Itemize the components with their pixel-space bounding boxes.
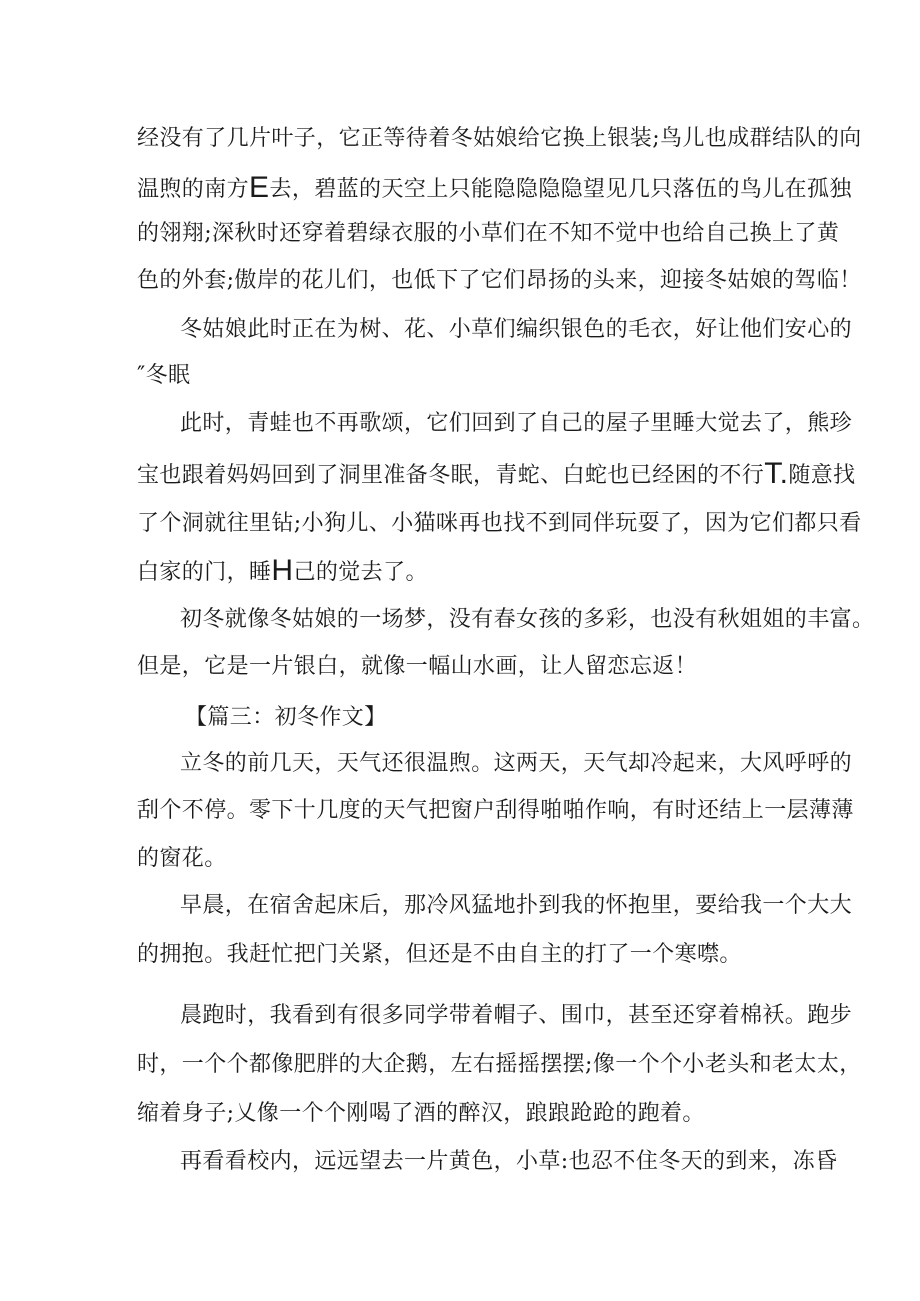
section-heading: 【篇三：初冬作文】: [185, 705, 387, 730]
text-run: 温煦的南方: [137, 177, 250, 202]
paragraph-start: 冬姑娘此时正在为树、花、小草们编织银色的毛衣，好让他们安心的: [180, 317, 853, 342]
ocr-artifact: T.: [764, 457, 789, 490]
text-line: 缩着身子;乂像一个个刚喝了酒的醉汉，踉踉跄跄的跑着。: [137, 1101, 705, 1126]
ocr-artifact: E: [249, 171, 270, 204]
text-line: 了个洞就往里钻;小狗儿、小猫咪再也找不到同伴玩耍了，因为它们都只看: [137, 511, 862, 536]
text-line: [137, 554, 428, 589]
ocr-artifact: H: [271, 554, 294, 587]
paragraph-start: 立冬的前几天，天气还很温煦。这两天，天气却冷起来，大风呼呼的: [180, 751, 853, 776]
text-line: 的拥抱。我赶忙把门关紧，但还是不由自主的打了一个寒噤。: [137, 942, 742, 967]
text-run: 白家的门，睡: [137, 560, 272, 585]
paragraph-start: 晨跑时，我看到有很多同学带着帽子、围巾，甚至还穿着棉袄。跑步: [180, 1003, 853, 1028]
text-line: 但是，它是一片银白，就像一幅山水画，让人留恋忘返！: [137, 654, 698, 679]
paragraph-start: 早晨，在宿舍起床后，那冷风猛地扑到我的怀抱里，要给我一个大大: [180, 893, 853, 918]
text-line: [137, 171, 852, 206]
text-line: 的窗花。: [137, 846, 227, 871]
text-line: ″冬眠: [137, 363, 191, 388]
text-line: 刮个不停。零下十几度的天气把窗户刮得啪啪作响，有时还结上一层薄薄: [137, 798, 854, 823]
text-line: 的翎翔;深秋时还穿着碧绿衣服的小草们在不知不觉中也给自己换上了黄: [137, 221, 840, 246]
text-line: [137, 457, 856, 492]
text-run: 随意找: [788, 463, 856, 488]
text-line: 经没有了几片叶子，它正等待着冬姑娘给它换上银装;鸟儿也成群结队的向: [137, 126, 862, 151]
text-line: 色的外套;傲岸的花儿们，也低下了它们昂扬的头来，迎接冬姑娘的驾临！: [137, 268, 862, 293]
text-run: 宝也跟着妈妈回到了洞里准备冬眠，青蛇、白蛇也已经困的不行: [137, 463, 765, 488]
text-line: 时，一个个都像肥胖的大企鹅，左右摇摇摆摆;像一个个小老头和老太太，: [137, 1052, 862, 1077]
paragraph-start: 再看看校内，远远望去一片黄色，小草:也忍不住冬天的到来，冻昏: [180, 1149, 838, 1174]
paragraph-start: 此时，青蛙也不再歌颂，它们回到了自己的屋子里睡大觉去了，熊珍: [180, 411, 853, 436]
paragraph-start: 初冬就像冬姑娘的一场梦，没有春女孩的多彩，也没有秋姐姐的丰富。: [180, 607, 875, 632]
text-run: 去，碧蓝的天空上只能隐隐隐隐望见几只落伍的鸟儿在孤独: [269, 177, 852, 202]
text-run: 己的觉去了。: [293, 560, 428, 585]
